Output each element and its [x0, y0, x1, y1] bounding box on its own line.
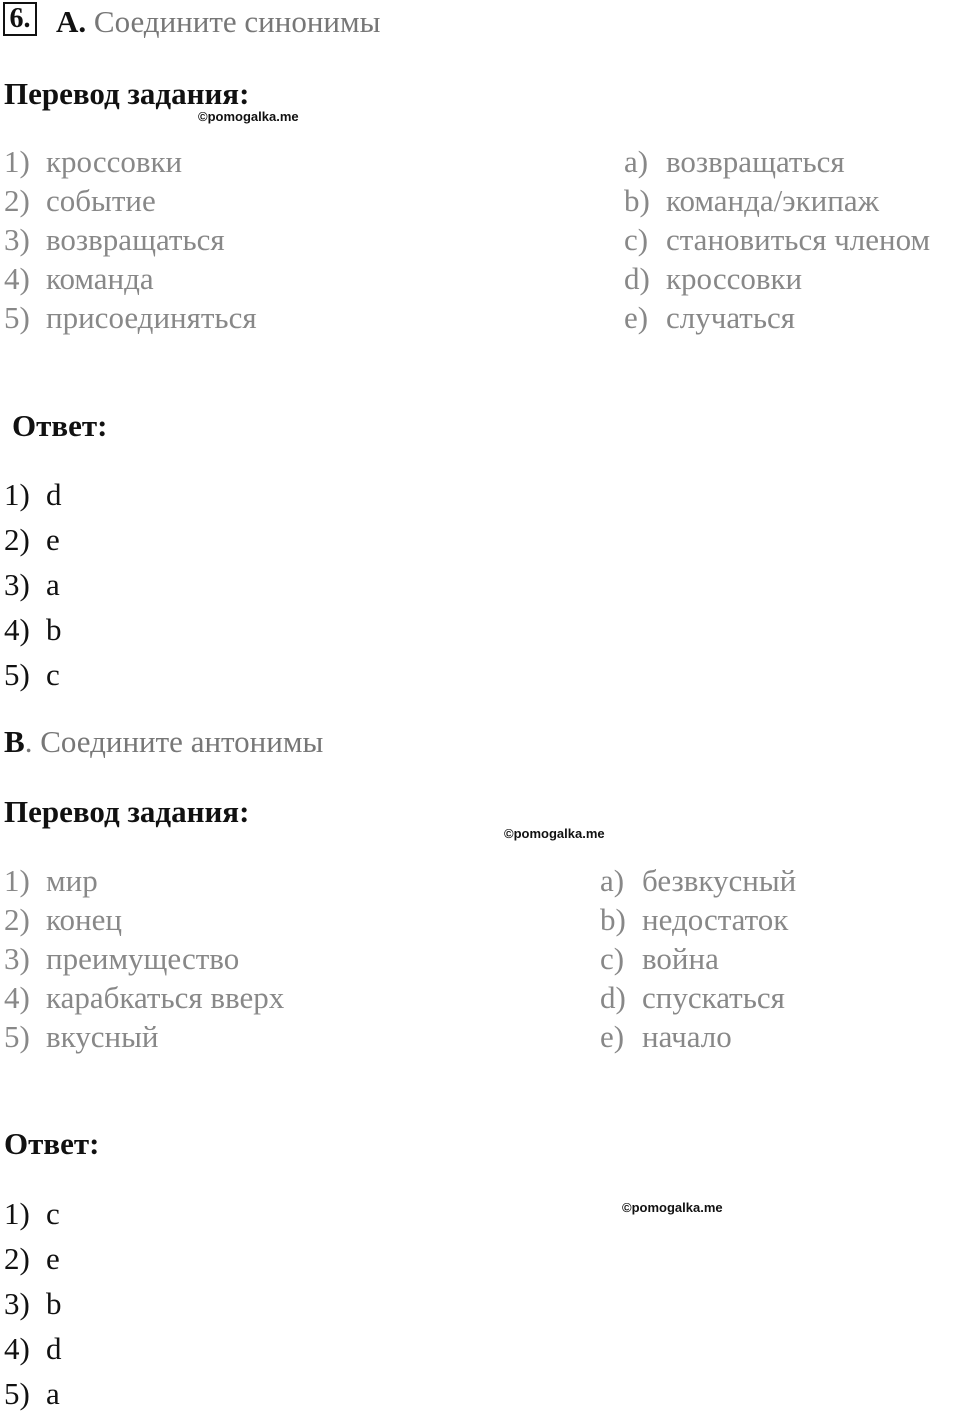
list-item: 2) конец: [4, 902, 122, 937]
part-a-answer-title: Ответ:: [12, 408, 108, 443]
part-a-right-list: [624, 142, 930, 337]
watermark: ©pomogalka.me: [622, 1200, 723, 1215]
list-item: e) случаться: [624, 300, 795, 335]
list-item: 1) мир: [4, 863, 98, 898]
list-item: 5) вкусный: [4, 1019, 159, 1054]
list-item: b) недостаток: [600, 902, 789, 937]
list-item: 4) карабкаться вверх: [4, 980, 285, 1015]
task-number-box: 6.: [3, 2, 37, 36]
list-item: d) кроссовки: [624, 261, 803, 296]
list-item: 5) присоединяться: [4, 300, 257, 335]
part-b-answer-list: [4, 1191, 62, 1416]
answer-item: 4) d: [4, 1331, 62, 1366]
part-b-left-list: [4, 861, 284, 1056]
part-a-heading: [56, 4, 380, 40]
answer-item: 5) c: [4, 657, 60, 692]
part-a-letter: A.: [56, 4, 87, 39]
watermark: ©pomogalka.me: [504, 826, 605, 841]
answer-item: 4) b: [4, 612, 62, 647]
list-item: e) начало: [600, 1019, 732, 1054]
list-item: 2) событие: [4, 183, 156, 218]
answer-item: 3) b: [4, 1286, 62, 1321]
list-item: c) становиться членом: [624, 222, 931, 257]
part-a-answer-list: [4, 472, 62, 697]
answer-item: 2) e: [4, 1241, 60, 1276]
part-b-right-list: [600, 861, 796, 1056]
part-b-instruction: . Соедините антонимы: [24, 724, 324, 759]
list-item: c) война: [600, 941, 719, 976]
list-item: 1) кроссовки: [4, 144, 183, 179]
watermark: ©pomogalka.me: [198, 109, 299, 124]
part-b-letter: B: [4, 724, 25, 759]
part-b-heading: [4, 724, 323, 760]
list-item: 3) возвращаться: [4, 222, 225, 257]
list-item: a) безвкусный: [600, 863, 797, 898]
part-a-instruction: Соедините синонимы: [93, 4, 381, 39]
answer-item: 1) d: [4, 477, 62, 512]
list-item: 3) преимущество: [4, 941, 240, 976]
part-b-translation-title: Перевод задания:: [4, 794, 250, 829]
list-item: d) спускаться: [600, 980, 785, 1015]
part-a-translation-title: Перевод задания:: [4, 76, 250, 111]
answer-item: 2) e: [4, 522, 60, 557]
part-a-left-list: [4, 142, 257, 337]
list-item: a) возвращаться: [624, 144, 845, 179]
list-item: b) команда/экипаж: [624, 183, 880, 218]
answer-item: 1) c: [4, 1196, 60, 1231]
list-item: 4) команда: [4, 261, 154, 296]
answer-item: 3) a: [4, 567, 60, 602]
part-b-answer-title: Ответ:: [4, 1126, 100, 1161]
answer-item: 5) a: [4, 1376, 60, 1411]
